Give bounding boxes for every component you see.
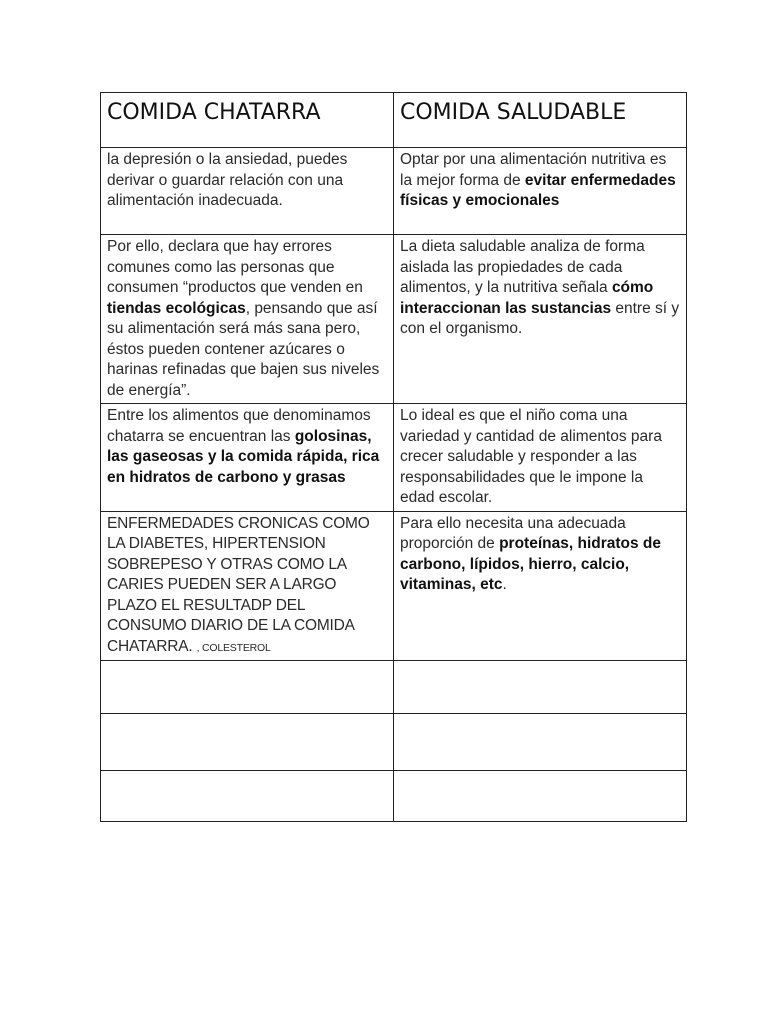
empty-row: [101, 661, 687, 714]
cell-bold-text: tiendas ecológicas: [107, 299, 246, 317]
cell-saludable-1: [394, 148, 687, 235]
comparison-table: [100, 92, 687, 822]
cell-small-text: , COLESTEROL: [196, 641, 271, 654]
cell-text: Por ello, declara que hay errores comunes como las personas que consumen “productos que venden en: [107, 238, 363, 296]
header-row: [101, 93, 687, 148]
empty-cell: [394, 714, 687, 771]
cell-text: entre sí y con el organismo.: [400, 299, 680, 337]
cell-chatarra-3: [101, 404, 394, 512]
empty-row: [101, 771, 687, 822]
table-row: [101, 511, 687, 661]
cell-text: Optar por una alimentación nutritiva es la mejor forma de: [400, 151, 667, 189]
cell-text: Lo ideal es que el niño coma una variedad y cantidad de alimentos para crecer saludable y responder a las responsabilidades que le impone la edad escolar.: [400, 407, 662, 506]
cell-saludable-2: [394, 235, 687, 404]
cell-text: la depresión o la ansiedad, puedes derivar o guardar relación con una alimentación inadecuada.: [107, 151, 348, 209]
empty-cell: [101, 771, 394, 822]
header-comida-saludable: [394, 93, 687, 148]
cell-saludable-3: [394, 404, 687, 512]
cell-chatarra-2: [101, 235, 394, 404]
header-right-text: COMIDA SALUDABLE: [400, 100, 627, 125]
empty-cell: [394, 771, 687, 822]
empty-cell: [101, 661, 394, 714]
cell-text: La dieta saludable analiza de forma aislada las propiedades de cada alimentos, y la nutritiva señala: [400, 238, 645, 296]
cell-text: , pensando que así su alimentación será más sana pero, éstos pueden contener azúcares o harinas refinadas que bajen sus niveles de energía”.: [107, 299, 380, 399]
table-row: [101, 404, 687, 512]
cell-saludable-4: [394, 511, 687, 661]
cell-chatarra-1: [101, 148, 394, 235]
cell-text: .: [502, 576, 507, 593]
cell-bold-text: evitar enfermedades físicas y emocionales: [400, 171, 676, 209]
header-left-text: COMIDA CHATARRA: [107, 100, 321, 125]
table-row: [101, 235, 687, 404]
header-comida-chatarra: [101, 93, 394, 148]
cell-bold-text: proteínas, hidratos de carbono, lípidos, hierro, calcio, vitaminas, etc: [400, 535, 662, 593]
cell-text: ENFERMEDADES CRONICAS COMO LA DIABETES, HIPERTENSION SOBREPESO Y OTRAS COMO LA CARIES PUEDEN SER A LARGO PLAZO EL RESULTADP DEL CONSUMO DIARIO DE LA COMIDA CHATARRA.: [107, 514, 370, 655]
empty-cell: [394, 661, 687, 714]
cell-text: Para ello necesita una adecuada proporción de: [400, 514, 626, 552]
cell-text: Entre los alimentos que denominamos chatarra se encuentran las: [107, 407, 371, 445]
table-row: [101, 148, 687, 235]
empty-cell: [101, 714, 394, 771]
cell-bold-text: golosinas, las gaseosas y la comida rápida, rica en hidratos de carbono y grasas: [107, 427, 380, 486]
cell-bold-text: cómo interaccionan las sustancias: [400, 279, 654, 317]
empty-row: [101, 714, 687, 771]
cell-chatarra-4: [101, 511, 394, 661]
